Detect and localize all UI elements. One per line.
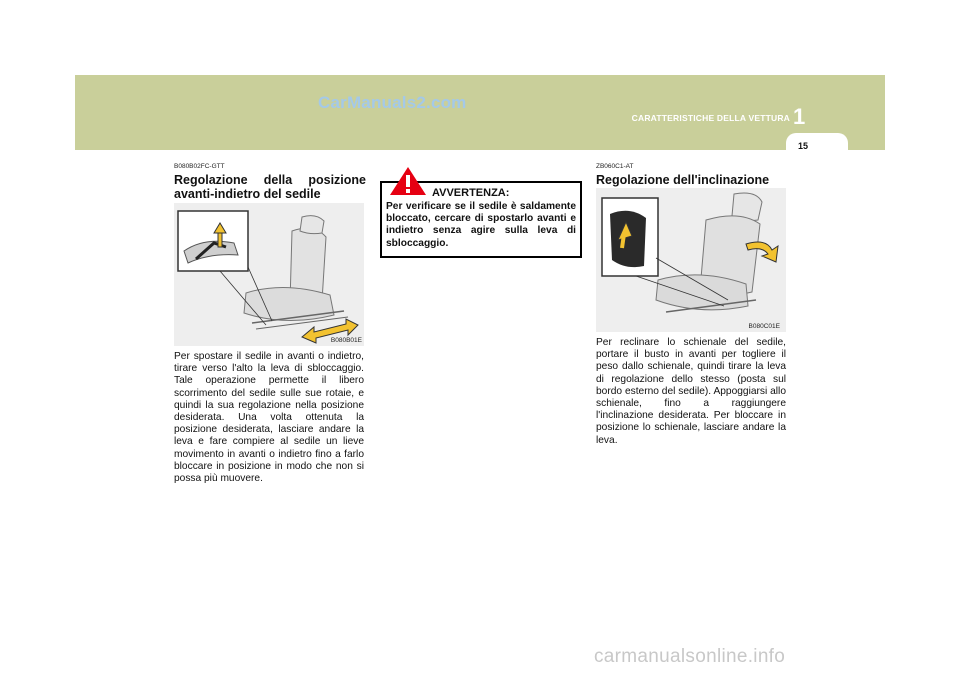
page-number: 15 bbox=[797, 141, 808, 151]
footer-watermark: carmanualsonline.info bbox=[594, 646, 786, 667]
warning-exclamation-icon bbox=[389, 166, 427, 196]
seat-slide-figure bbox=[174, 203, 364, 346]
seat-recline-figure bbox=[596, 188, 786, 332]
body-text-left: Per spostare il sedile in avanti o indietro, tirare verso l'alto la leva di sbloccaggio. Tale operazione permette il libero scorrimento del sedile sulle sue rotaie, e quindi la sua regolazione nella posizione desiderata. Una volta ottenuta la posizione desiderata, lasciare andare la leva e fare compiere al sedile un lieve movimento in avanti o indietro fino a farlo bloccare in posizione in modo che non si possa più muovere. bbox=[174, 351, 364, 485]
section-code-right: ZB060C1-AT bbox=[596, 163, 634, 170]
seat-slide-illustration bbox=[174, 203, 364, 346]
warning-title: AVVERTENZA: bbox=[432, 187, 510, 199]
heading-line-1: Regolazione della posizione bbox=[174, 173, 366, 187]
warning-text: Per verificare se il sedile è saldamente bloccato, cercare di spostarlo avanti e indietro senza agire sulla leva di sbloccaggio. bbox=[386, 201, 576, 249]
section-code-left: B080B02FC-GTT bbox=[174, 163, 225, 170]
section-heading-right: Regolazione dell'inclinazione bbox=[596, 173, 770, 187]
figure-code-left: B080B01E bbox=[330, 337, 362, 344]
body-text-right: Per reclinare lo schienale del sedile, portare il busto in avanti per togliere il peso dallo schienale, quindi tirare la leva di regolazione dello stesso (posta sul bordo esterno del sedile). Appoggiarsi allo schienale, fino a raggiungere l'inclinazione desiderata. Per bloccare in posizione lo schienale, lasciare andare la leva. bbox=[596, 337, 786, 446]
section-heading-left bbox=[174, 173, 366, 201]
seat-recline-illustration bbox=[596, 188, 786, 332]
chapter-title: CARATTERISTICHE DELLA VETTURA bbox=[631, 113, 790, 123]
chapter-number: 1 bbox=[793, 104, 806, 129]
figure-code-right: B080C01E bbox=[748, 323, 780, 330]
watermark-link[interactable]: CarManuals2.com bbox=[318, 93, 467, 112]
heading-line-2: avanti-indietro del sedile bbox=[174, 187, 321, 201]
